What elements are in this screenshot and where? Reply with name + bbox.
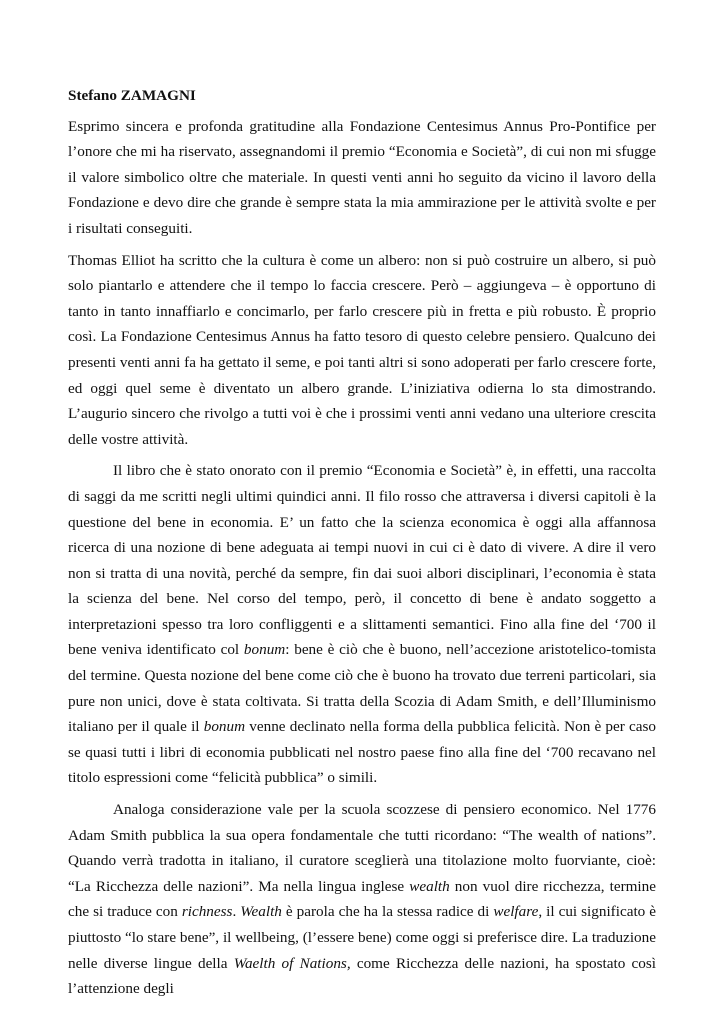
paragraph-text: .: [232, 903, 241, 921]
paragraph-text: è parola che ha la stessa radice di: [281, 903, 494, 921]
document-page: [68, 83, 656, 1008]
paragraph-text: non vuol dire ricchezza, termine che si traduce con: [68, 877, 656, 921]
italic-term: welfare: [493, 903, 539, 921]
italic-term: Waelth of Nations,: [233, 954, 351, 972]
paragraph-4: [68, 797, 656, 1002]
paragraph-text: Thomas Elliot ha scritto che la cultura è come un albero: non si può costruire un albero, si può solo piantarlo e attendere che il tempo lo faccia crescere. Però – aggiungeva – è opportuno di tanto in tanto innaffiarlo e concimarlo, per farlo crescere più in fretta e più robusto. È proprio così. La Fondazione Centesimus Annus ha fatto tesoro di questo celebre pensiero. Qualcuno dei presenti venti anni fa ha gettato il seme, e poi tanti altri si sono adoperati per farlo crescere forte, ed oggi quel seme è diventato un albero grande. L’iniziativa odierna lo sta dimostrando. L’augurio sincero che rivolgo a tutti voi è che i prossimi venti anni vedano una ulteriore crescita delle vostre attività.: [68, 251, 656, 448]
italic-term: bonum: [243, 641, 286, 659]
italic-term: richness: [181, 903, 233, 921]
paragraph-text: Analoga considerazione vale per la scuola scozzese di pensiero economico. Nel 1776 Adam Smith pubblica la sua opera fondamentale che tutti ricordano: “The wealth of nations”. Quando verrà tradotta in italiano, il curatore sceglierà una titolazione molto fuorviante, cioè: “La Ricchezza delle nazioni”. Ma nella lingua inglese: [68, 801, 656, 895]
italic-term: wealth: [409, 877, 450, 895]
paragraph-text: come Ricchezza delle nazioni, ha spostato così l’attenzione degli: [68, 954, 656, 998]
paragraph-text: Il libro che è stato onorato con il premio “Economia e Società” è, in effetti, una raccolta di saggi da me scritti negli ultimi quindici anni. Il filo rosso che attraversa i diversi capitoli è la questione del bene in economia. E’ un fatto che la scienza economica è oggi alla affannosa ricerca di una nozione di bene adeguata ai tempi nuovi in cui ci è dato di vivere. A dire il vero non si tratta di una novità, perché da sempre, fin dai suoi albori disciplinari, l’economia è stata la scienza del bene. Nel corso del tempo, però, il concetto di bene è andato soggetto a interpretazioni spesso tra loro confliggenti e a slittamenti semantici. Fino alla fine del ‘700 il bene veniva identificato col: [68, 462, 656, 659]
paragraph-text: , il cui significato è piuttosto “lo stare bene”, il wellbeing, (l’essere bene) come oggi si preferisce dire. La traduzione nelle diverse lingue della: [68, 903, 657, 972]
paragraph-text: Esprimo sincera e profonda gratitudine alla Fondazione Centesimus Annus Pro-Pontifice per l’onore che mi ha riservato, assegnandomi il premio “Economia e Società”, di cui non mi sfugge il valore simbolico oltre che materiale. In questi venti anni ho seguito da vicino il lavoro della Fondazione e devo dire che grande è sempre stata la mia ammirazione per le attività svolte e per i risultati conseguiti.: [68, 117, 656, 237]
italic-term: Wealth: [240, 903, 282, 921]
paragraph-text: venne declinato nella forma della pubblica felicità. Non è per caso se quasi tutti i libri di economia pubblicati nel nostro paese fino alla fine del ‘700 recavano nel titolo espressioni come “felicità pubblica” o simili.: [68, 718, 656, 787]
italic-term: bonum: [203, 718, 246, 736]
paragraph-1: [68, 114, 656, 242]
paragraph-text: : bene è ciò che è buono, nell’accezione aristotelico-tomista del termine. Questa nozione del bene come ciò che è buono ha trovato due terreni particolari, sia pure non unici, dove è stata coltivata. Si tratta della Scozia di Adam Smith, e dell’Illuminismo italiano per il quale il: [68, 641, 657, 736]
paragraph-2: [68, 248, 656, 453]
paragraph-3: [68, 458, 656, 791]
author-name: Stefano ZAMAGNI: [68, 87, 196, 104]
